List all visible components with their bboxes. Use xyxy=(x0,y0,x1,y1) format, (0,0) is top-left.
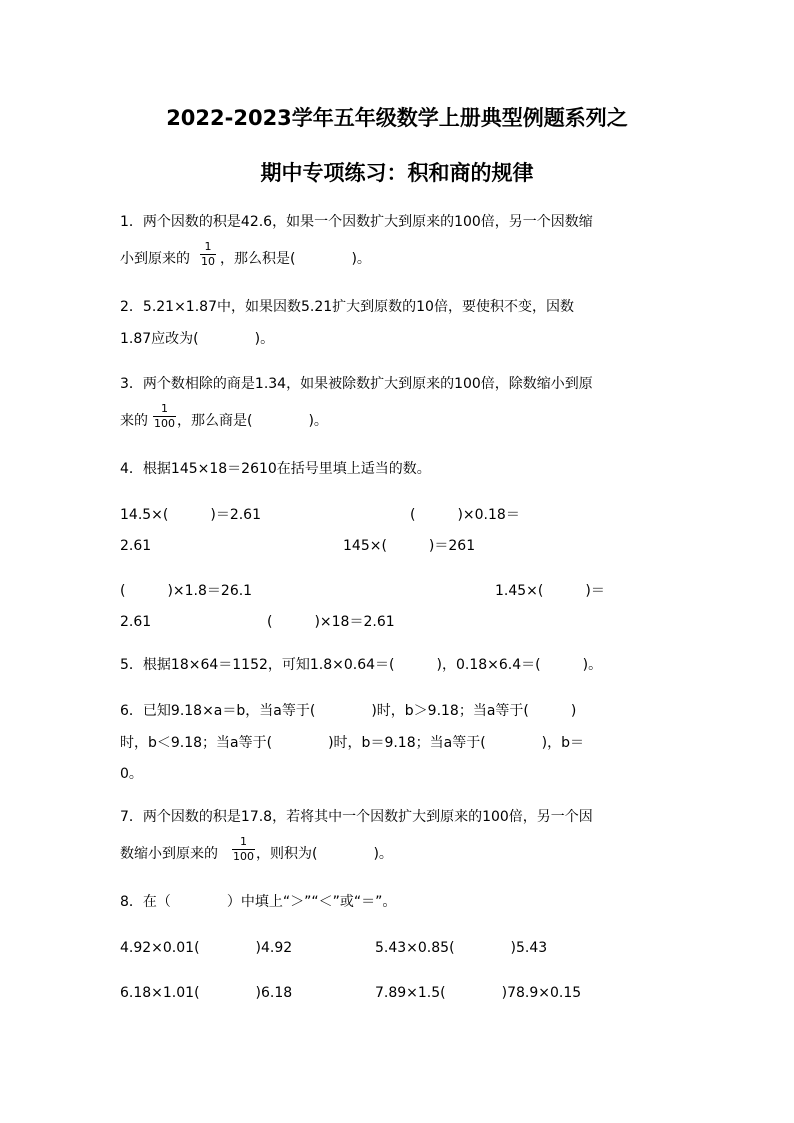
q4-item-e: ( )×1.8＝26.1 xyxy=(120,583,253,599)
q8-item-a: 4.92×0.01( )4.92 xyxy=(120,940,293,956)
q3-line-2-after: ，那么商是( )。 xyxy=(177,413,328,429)
q4-item-c: 2.61 xyxy=(120,538,152,554)
q3-fraction xyxy=(153,403,176,430)
title-line-1: 2022-2023学年五年级数学上册典型例题系列之 xyxy=(166,106,628,130)
q1-fraction xyxy=(200,241,216,268)
q1-line-2-before: 小到原来的 xyxy=(120,251,190,267)
q6-line-3: 0。 xyxy=(120,766,143,782)
title-line-2: 期中专项练习：积和商的规律 xyxy=(260,161,534,185)
q5-line-1: 5．根据18×64＝1152，可知1.8×0.64＝( )，0.18×6.4＝( )。 xyxy=(120,657,603,673)
q4-item-d: 145×( )＝261 xyxy=(343,538,476,554)
q7-line-2-after: ，则积为( )。 xyxy=(256,846,393,862)
q8-item-d: 7.89×1.5( )78.9×0.15 xyxy=(375,985,582,1001)
fraction-denominator: 100 xyxy=(233,850,254,863)
fraction-numerator: 1 xyxy=(204,240,212,253)
q3-line-2-before: 来的 xyxy=(120,413,148,429)
q8-item-c: 6.18×1.01( )6.18 xyxy=(120,985,293,1001)
q4-item-a: 14.5×( )＝2.61 xyxy=(120,507,261,523)
q6-line-1: 6．已知9.18×a＝b，当a等于( )时，b＞9.18；当a等于( ) xyxy=(120,703,577,719)
q3-line-1: 3．两个数相除的商是1.34，如果被除数扩大到原来的100倍，除数缩小到原 xyxy=(120,376,593,392)
fraction-denominator: 10 xyxy=(201,255,215,268)
q8-line-1: 8．在（ ）中填上“＞”“＜”或“＝”。 xyxy=(120,894,397,910)
fraction-numerator: 1 xyxy=(161,402,168,415)
q7-line-1: 7．两个因数的积是17.8，若将其中一个因数扩大到原来的100倍，另一个因 xyxy=(120,809,593,825)
q8-item-b: 5.43×0.85( )5.43 xyxy=(375,940,548,956)
q7-line-2-before: 数缩小到原来的 xyxy=(120,846,218,862)
q6-line-2: 时，b＜9.18；当a等于( )时，b＝9.18；当a等于( )，b＝ xyxy=(120,735,585,751)
q2-line-2: 1.87应改为( )。 xyxy=(120,331,275,347)
q4-line-1: 4．根据145×18＝2610在括号里填上适当的数。 xyxy=(120,461,431,477)
q1-line-1: 1．两个因数的积是42.6，如果一个因数扩大到原来的100倍，另一个因数缩 xyxy=(120,214,593,230)
fraction-denominator: 100 xyxy=(154,417,175,430)
q1-line-2-after: ，那么积是( )。 xyxy=(220,251,371,267)
fraction-numerator: 1 xyxy=(240,835,247,848)
q4-item-f: 1.45×( )＝ xyxy=(495,583,605,599)
q4-item-h: ( )×18＝2.61 xyxy=(267,614,395,630)
q4-item-g: 2.61 xyxy=(120,614,152,630)
q2-line-1: 2．5.21×1.87中，如果因数5.21扩大到原数的10倍，要使积不变，因数 xyxy=(120,299,574,315)
q7-fraction xyxy=(232,836,255,863)
q4-item-b: ( )×0.18＝ xyxy=(410,507,520,523)
